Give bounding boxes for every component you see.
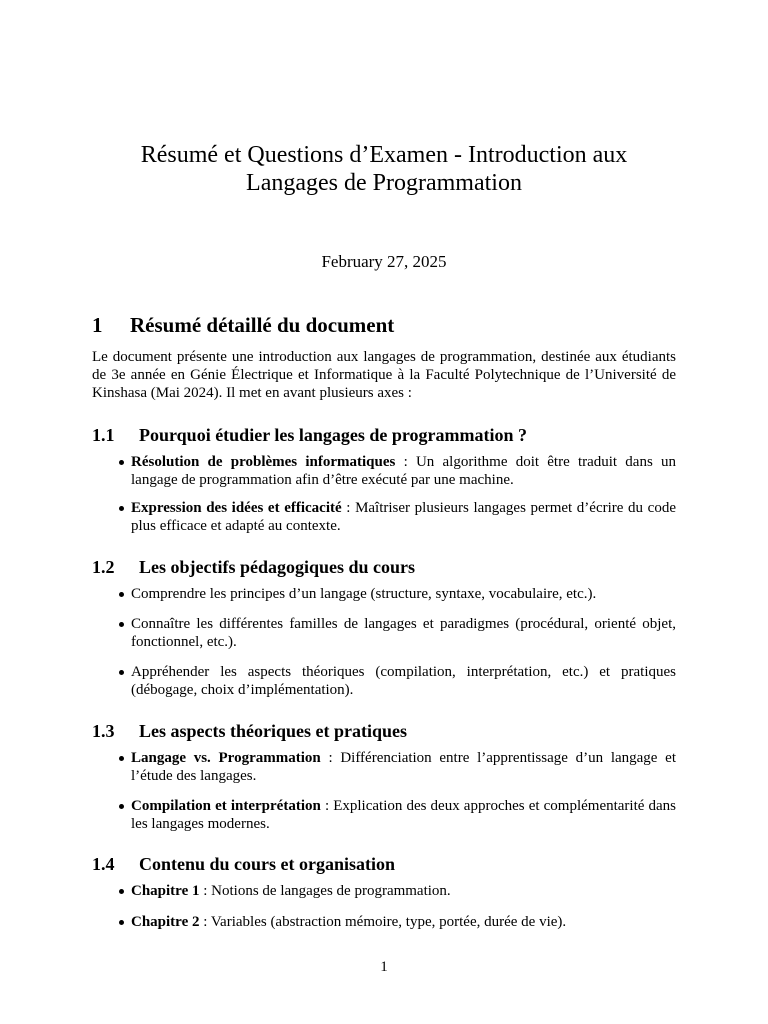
list-item	[131, 913, 676, 931]
section-title: Résumé détaillé du document	[130, 313, 395, 337]
subsection-title: Pourquoi étudier les langages de programmation ?	[139, 425, 528, 445]
item-text: : Un algorithme doit être traduit dans un langage de programmation afin d’être exécuté par une machine.	[131, 454, 677, 488]
document-title: Résumé et Questions d’Examen - Introduction aux Langages de Programmation	[140, 142, 628, 196]
item-text: Appréhender les aspects théoriques (compilation, interprétation, etc.) et pratiques (débogage, choix d’implémentation).	[131, 664, 676, 698]
subsection-title: Contenu du cours et organisation	[139, 854, 396, 874]
bullet-icon	[119, 460, 124, 465]
item-text: : Notions de langages de programmation.	[203, 883, 451, 899]
item-label: Chapitre 1	[131, 883, 200, 899]
item-label: Expression des idées et efficacité	[131, 500, 342, 516]
item-text: : Explication des deux approches et complémentarité dans les langages modernes.	[131, 798, 677, 832]
subsection-heading	[92, 853, 676, 875]
subsection-heading	[92, 556, 676, 578]
subsection-number: 1.2	[92, 557, 115, 577]
item-text: Comprendre les principes d’un langage (structure, syntaxe, vocabulaire, etc.).	[131, 586, 597, 602]
item-text: : Différenciation entre l’apprentissage d’un langage et l’étude des langages.	[131, 750, 676, 784]
bullet-icon	[119, 920, 124, 925]
item-label: Langage vs. Programmation	[131, 750, 321, 766]
intro-paragraph: Le document présente une introduction aux langages de programmation, destinée aux étudiants de 3e année en Génie Électrique et Informatique à la Faculté Polytechnique de l’Université de Kinshasa (Mai 2024). Il met en avant plusieurs axes :	[92, 349, 676, 401]
subsection-number: 1.4	[92, 854, 115, 874]
item-label: Résolution de problèmes informatiques	[131, 454, 396, 470]
page-number: 1	[380, 959, 388, 975]
item-text: Connaître les différentes familles de langages et paradigmes (procédural, orienté objet, fonctionnel, etc.).	[131, 616, 676, 650]
item-label: Chapitre 2	[131, 914, 200, 930]
document-date: February 27, 2025	[321, 252, 447, 271]
subsection-heading	[92, 720, 676, 742]
item-label: Compilation et interprétation	[131, 798, 321, 814]
list-item	[131, 749, 676, 785]
section-number: 1	[92, 313, 103, 337]
bullet-icon	[119, 804, 124, 809]
bullet-icon	[119, 670, 124, 675]
item-text: : Variables (abstraction mémoire, type, portée, durée de vie).	[203, 914, 567, 930]
bullet-icon	[119, 622, 124, 627]
list-item	[131, 663, 676, 699]
bullet-icon	[119, 506, 124, 511]
subsection-title: Les objectifs pédagogiques du cours	[139, 557, 416, 577]
list-item	[131, 797, 676, 833]
list-item	[131, 499, 676, 535]
subsection-number: 1.1	[92, 425, 115, 445]
list-item	[131, 585, 676, 603]
bullet-icon	[119, 756, 124, 761]
bullet-icon	[119, 592, 124, 597]
subsection-heading	[92, 424, 676, 446]
list-item	[131, 882, 676, 900]
list-item	[131, 453, 676, 489]
subsection-number: 1.3	[92, 721, 115, 741]
section-heading	[92, 312, 676, 338]
subsection-title: Les aspects théoriques et pratiques	[139, 721, 407, 741]
item-text: : Maîtriser plusieurs langages permet d’écrire du code plus efficace et adapté au contexte.	[131, 500, 676, 534]
bullet-icon	[119, 889, 124, 894]
list-item	[131, 615, 676, 651]
